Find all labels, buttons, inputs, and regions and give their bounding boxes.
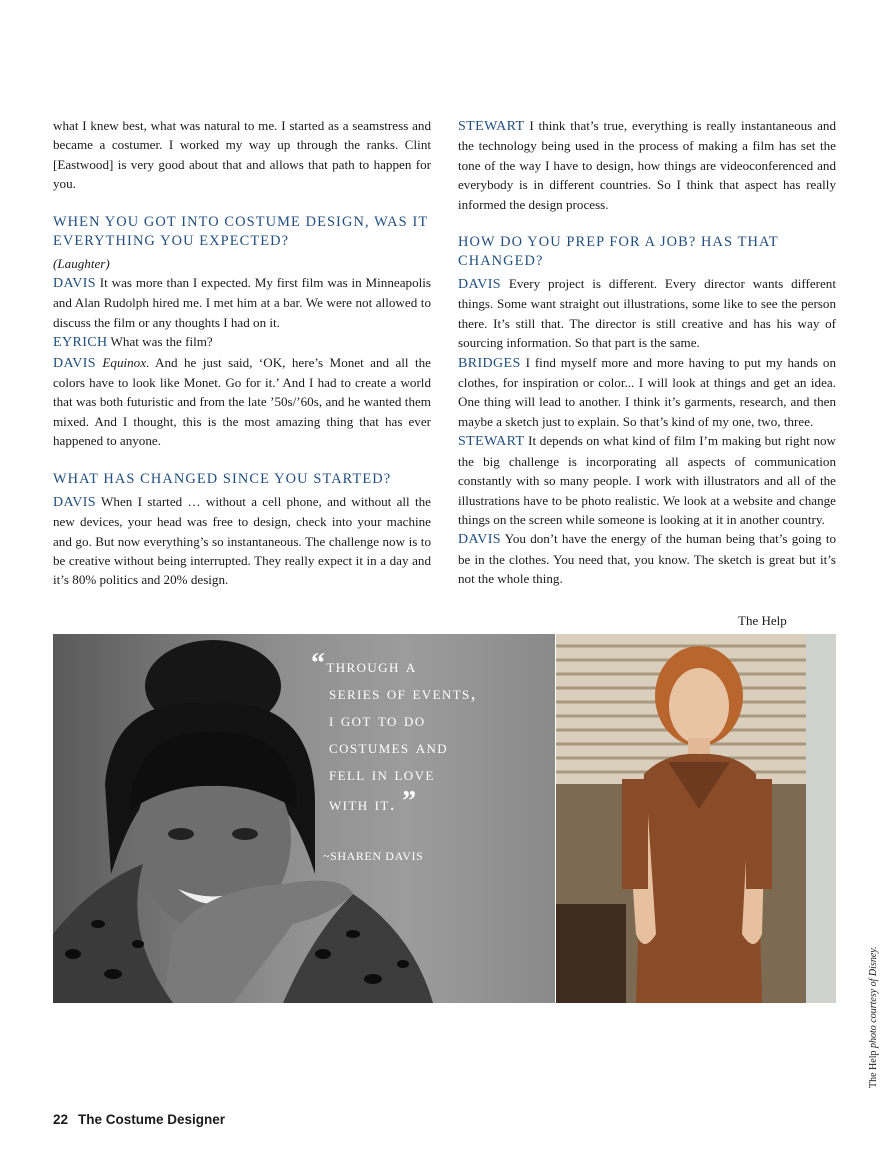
speaker-name: STEWART: [458, 119, 525, 134]
answer-paragraph: [458, 274, 836, 353]
answer-text: It was more than I expected. My first film was in Minneapolis and Alan Rudolph hired me. I met him at a bar. We were not allowed to discuss the film or any thoughts I had on it.: [53, 275, 431, 330]
film-still-illustration: [556, 634, 836, 1003]
right-column: [458, 116, 836, 589]
pull-quote: [311, 650, 551, 818]
paragraph-intro: what I knew best, what was natural to me. I started as a seamstress and became a costumer. I worked my way up through the ranks. Clint [Eastwood] is very good about that and allows that path to happen for you.: [53, 118, 431, 192]
speaker-name: DAVIS: [458, 277, 501, 293]
pull-quote-text: through a: [326, 656, 417, 677]
answer-text: Every project is different. Every director wants different things. Some want straight out illustrations, some like to see the person there. It’s still that. The director is still creative and has his way of sourcing information. So that part is the same.: [458, 276, 836, 351]
close-quote-mark: ”: [402, 786, 418, 817]
page-number: 22: [53, 1112, 69, 1127]
open-quote-mark: “: [311, 648, 327, 679]
answer-text: It depends on what kind of film I’m making but right now the big challenge is incorporating all aspects of communication constantly with so many people. I work with illustrators and all of the illustrations have to be photo realistic. We look at a website and change things on the screen while someone is looking at it in another country.: [458, 433, 836, 527]
page-footer: [53, 1112, 225, 1127]
speaker-name: DAVIS: [458, 532, 501, 548]
question-heading: WHAT HAS CHANGED SINCE YOU STARTED?: [53, 470, 392, 487]
answer-paragraph: [458, 353, 836, 432]
photo-spread: [53, 634, 836, 1003]
answer-text: . And he just said, ‘OK, here’s Monet and all the colors have to look like Monet. Go for it.’ And I had to create a world that was both futuristic and from the late ’50s/’60s, and he wanted them mixed. And I thought, this is the most amazing thing that has ever happened to anyone.: [53, 354, 431, 449]
pull-quote-text: with it.: [329, 794, 396, 815]
left-column: [53, 116, 431, 590]
answer-paragraph: [53, 353, 431, 451]
speaker-name: BRIDGES: [458, 355, 521, 371]
speaker-name: DAVIS: [53, 494, 96, 510]
answer-paragraph: [458, 529, 836, 588]
photo-credit: [868, 946, 879, 1088]
pull-quote-line: costumes and: [329, 737, 449, 758]
laughter-note: [53, 254, 431, 273]
answer-paragraph: [53, 332, 431, 352]
portrait-photo: [53, 634, 555, 1003]
credit-text: photo courtesy of Disney.: [868, 946, 879, 1051]
answer-paragraph: [53, 492, 431, 590]
film-title: Equinox: [102, 354, 147, 370]
answer-paragraph: [458, 116, 836, 214]
answer-text: I think that’s true, everything is really instantaneous and the technology being used in the process of making a film has set the tone of the way I have to design, how things are videoconferenced and everybody is in different countries. So I think that aspect has really informed the design process.: [458, 118, 836, 212]
pull-quote-line: [311, 788, 551, 818]
photo-caption: The Help: [738, 613, 787, 628]
speaker-name: EYRICH: [53, 335, 108, 351]
pull-quote-line: i got to do: [329, 710, 426, 731]
speaker-name: STEWART: [458, 434, 525, 450]
laughter-text: (Laughter): [53, 255, 110, 271]
question-heading: HOW DO YOU PREP FOR A JOB? HAS THAT CHANGED?: [458, 234, 779, 270]
credit-film-title: The Help: [868, 1050, 879, 1088]
answer-text: What was the film?: [107, 334, 213, 350]
pull-quote-attribution: ~SHAREN DAVIS: [323, 849, 424, 863]
publication-name: The Costume Designer: [78, 1112, 226, 1127]
question-heading: WHEN YOU GOT INTO COSTUME DESIGN, WAS IT EVERYTHING YOU EXPECTED?: [53, 213, 428, 249]
answer-text: I find myself more and more having to put my hands on clothes, for inspiration or color... I will look at things and get an idea. One thing will lead to another. I think it’s garments, research, and then maybe a sketch just to explain. So that’s kind of my one, two, three.: [458, 354, 836, 429]
answer-paragraph: [53, 273, 431, 332]
answer-text: When I started … without a cell phone, and without all the new devices, your head was free to design, check into your machine and go. But now everything’s so instantaneous. The challenge now is to be creative without being interrupted. They really expect it in a day and it’s 80% politics and 20% design.: [53, 493, 431, 588]
answer-text: You don’t have the energy of the human being that’s going to be in the clothes. You need that, you know. The sketch is great but it’s not the whole thing.: [458, 531, 836, 587]
film-still-photo: [556, 634, 836, 1003]
pull-quote-line: series of events,: [329, 683, 477, 704]
pull-quote-line: [311, 650, 551, 680]
pull-quote-line: fell in love: [329, 764, 435, 785]
speaker-name: DAVIS: [53, 355, 96, 371]
speaker-name: DAVIS: [53, 276, 96, 292]
answer-paragraph: [458, 431, 836, 529]
